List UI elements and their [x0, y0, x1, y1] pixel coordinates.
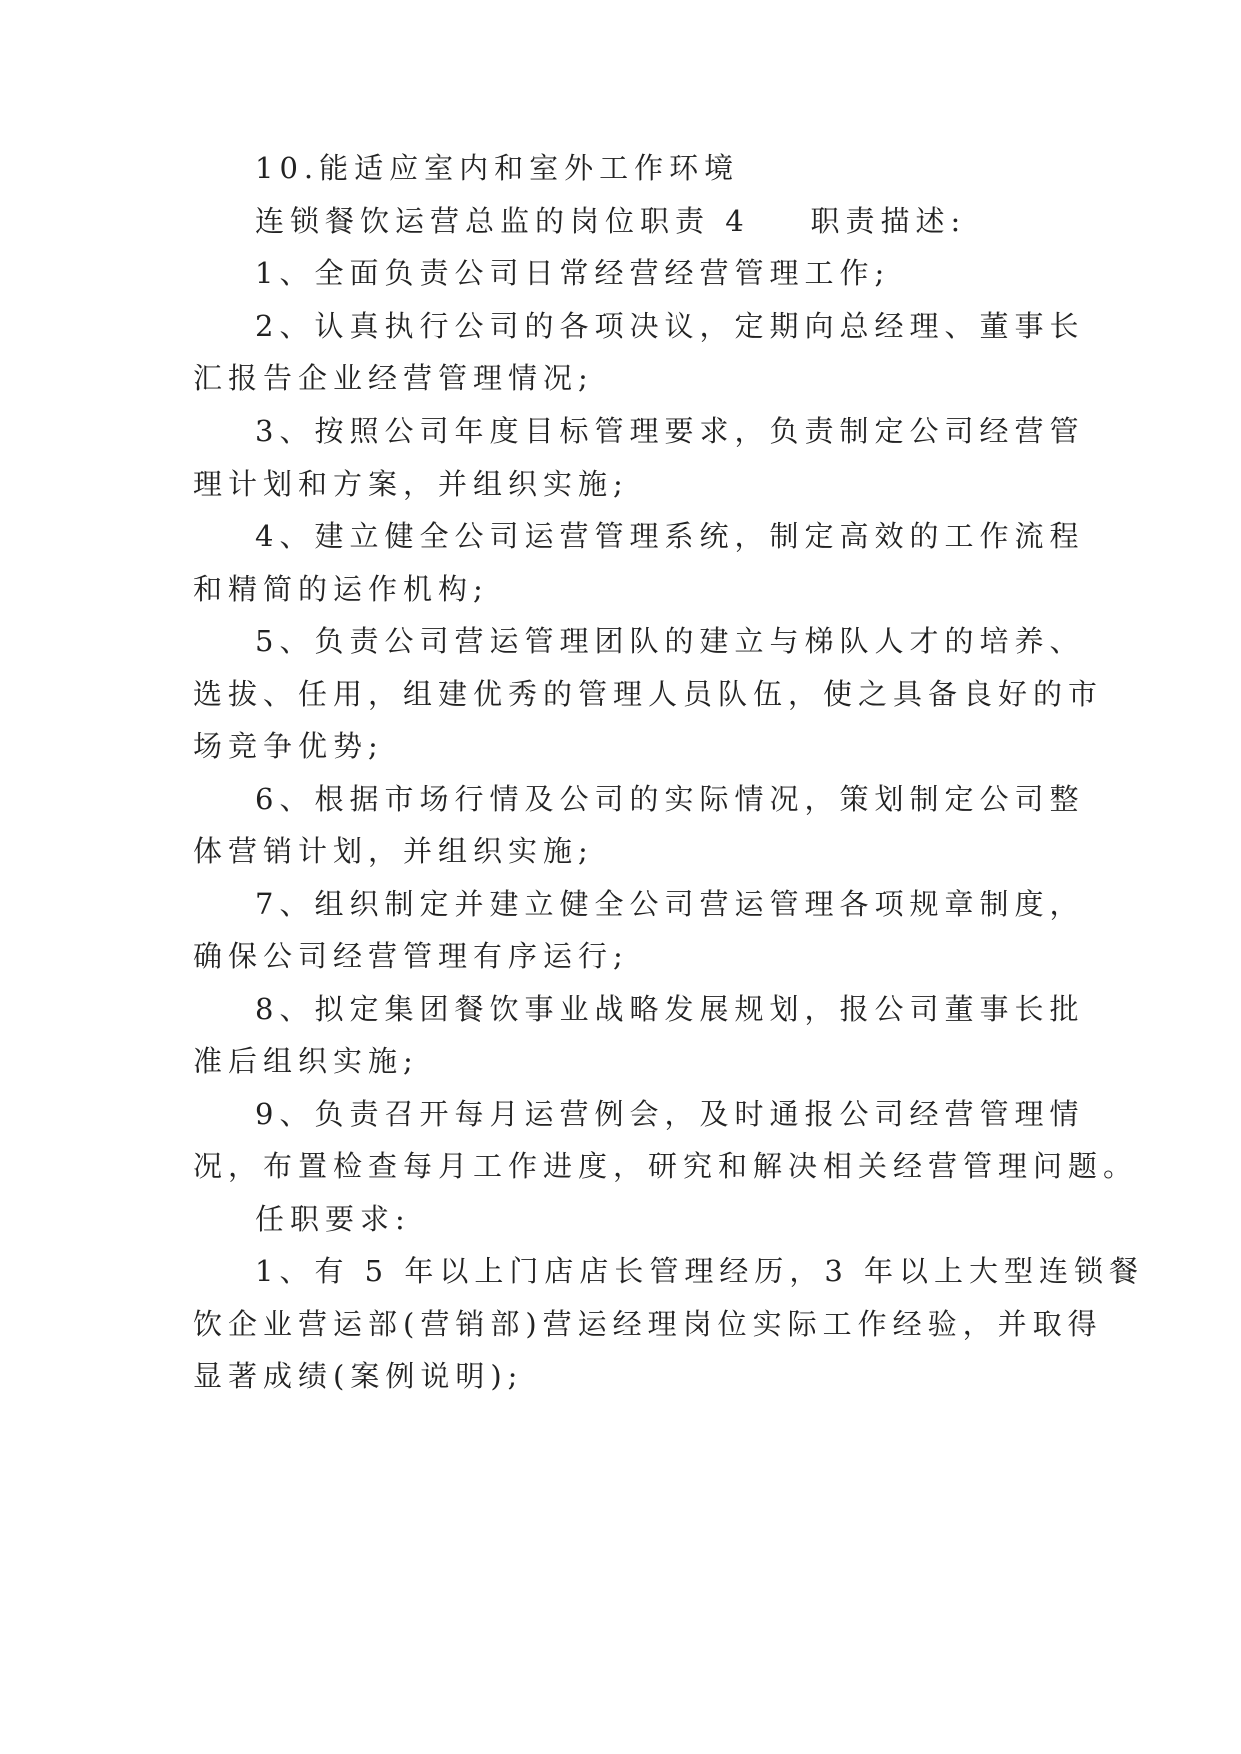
- text-line: 3、按照公司年度目标管理要求，负责制定公司经营管: [255, 414, 1085, 448]
- text-line: 8、拟定集团餐饮事业战略发展规划，报公司董事长批: [255, 992, 1085, 1026]
- text-line: 10.能适应室内和室外工作环境: [255, 151, 740, 185]
- text-line: 1、有 5 年以上门店店长管理经历，3 年以上大型连锁餐: [255, 1254, 1145, 1288]
- text-line: 况，布置检查每月工作进度，研究和解决相关经营管理问题。: [193, 1149, 1139, 1183]
- text-line: 9、负责召开每月运营例会，及时通报公司经营管理情: [255, 1097, 1085, 1131]
- text-line: 体营销计划，并组织实施;: [193, 834, 594, 868]
- text-line: 理计划和方案，并组织实施;: [193, 467, 629, 501]
- text-line: 汇报告企业经营管理情况;: [193, 361, 594, 395]
- section-heading: 任职要求:: [255, 1202, 411, 1236]
- text-line: 1、全面负责公司日常经营经营管理工作;: [255, 256, 891, 290]
- text-line: 4、建立健全公司运营管理系统，制定高效的工作流程: [255, 519, 1085, 553]
- text-line: 2、认真执行公司的各项决议，定期向总经理、董事长: [255, 309, 1085, 343]
- text-line: 确保公司经营管理有序运行;: [193, 939, 629, 973]
- text-line: 显著成绩(案例说明);: [193, 1359, 524, 1393]
- text-line: 6、根据市场行情及公司的实际情况，策划制定公司整: [255, 782, 1085, 816]
- text-line: 选拔、任用，组建优秀的管理人员队伍，使之具备良好的市: [193, 677, 1104, 711]
- section-heading: 连锁餐饮运营总监的岗位职责 4 职责描述:: [255, 204, 967, 238]
- text-line: 饮企业营运部(营销部)营运经理岗位实际工作经验，并取得: [193, 1307, 1103, 1341]
- text-line: 准后组织实施;: [193, 1044, 419, 1078]
- text-line: 场竞争优势;: [193, 729, 384, 763]
- text-line: 和精简的运作机构;: [193, 572, 489, 606]
- text-line: 7、组织制定并建立健全公司营运管理各项规章制度，: [255, 887, 1085, 921]
- text-line: 5、负责公司营运管理团队的建立与梯队人才的培养、: [255, 624, 1085, 658]
